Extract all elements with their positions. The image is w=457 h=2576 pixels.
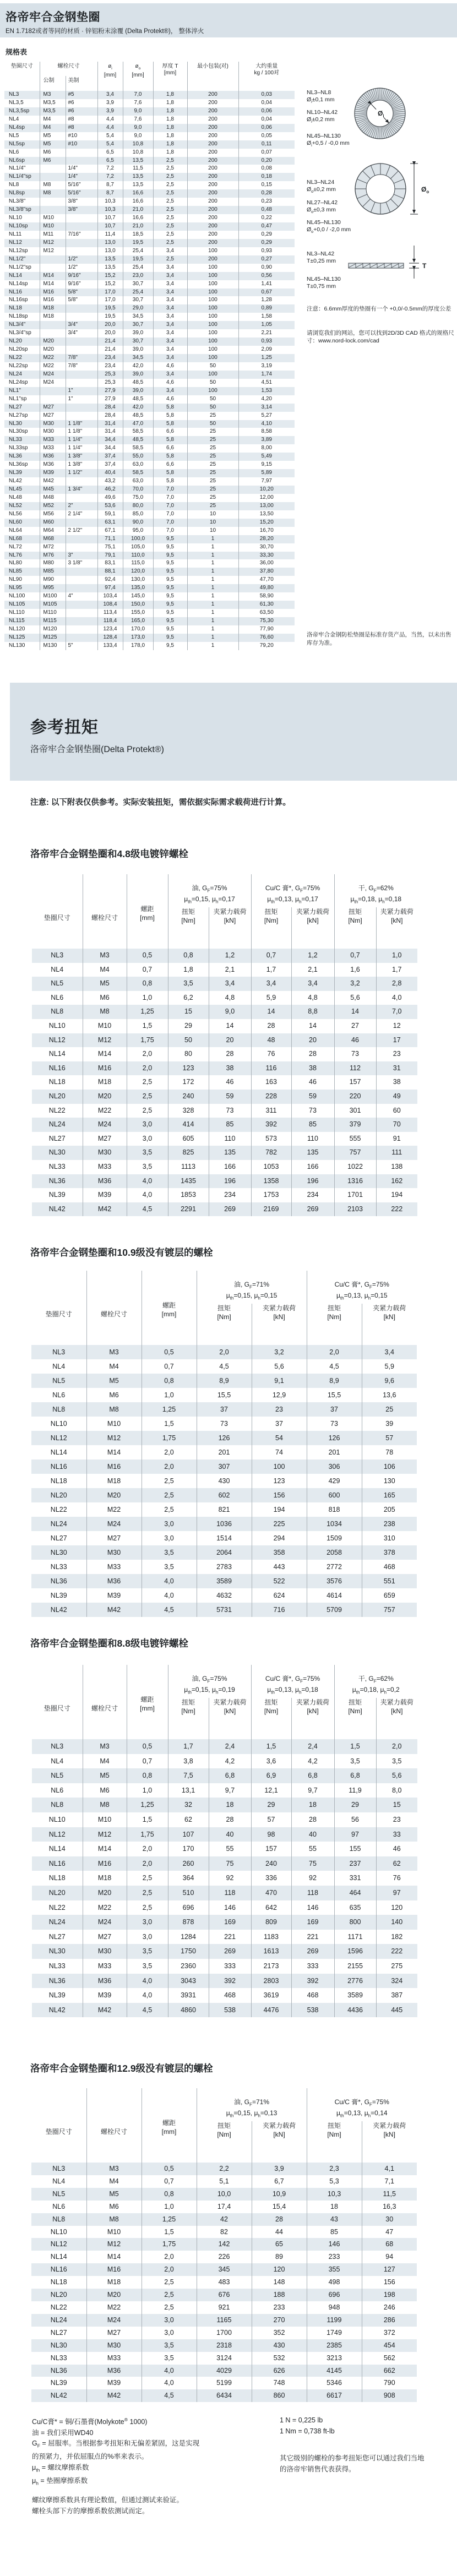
- spec-row: NL52 M52 2" 53,6 80,0 7,0 25 13,00: [4, 502, 295, 510]
- tolerance-inner-2: NL10–NL42 $Ø_i\pm 0,2$ mm: [307, 109, 338, 124]
- col-clamp-load-3: 夹紧力载荷 [kN]: [376, 1698, 417, 1739]
- spec-row: NL3/8"sp 3/8" 10,3 21,0 2,5 200 0,48: [4, 206, 295, 214]
- spec-row: NL24sp M24 25,3 48,5 4,6 50 4,51: [4, 379, 295, 387]
- col-thickness: 厚度 T [mm]: [153, 62, 187, 91]
- header-band: [0, 3, 457, 37]
- col-torque-2: 扭矩 [Nm]: [251, 907, 291, 949]
- torque-row: NL12 M12 1,75 126 54 126 57: [31, 1431, 417, 1445]
- tolerance-inner-1: NL3–NL8 $Ø_i\pm 0,1$ mm: [307, 89, 335, 105]
- col-torque-2: 扭矩 [Nm]: [251, 1698, 291, 1739]
- stock-note: 洛帝牢合金钢防松垫圈是标准存货产品，当然，以未出售库存为准。: [307, 631, 451, 646]
- tolerance-inner-3: NL45–NL130 $Ø_i+0,5 / -0,0$ mm: [307, 133, 350, 148]
- torque-row: NL6 M6 1,0 17,4 15,4 18 16,3: [31, 2201, 417, 2213]
- spec-row: NL5sp M5 #10 5,4 10,8 1,8 200 0,11: [4, 140, 295, 149]
- spec-row: NL95 M95 97,4 135,0 9,5 1 49,80: [4, 584, 295, 592]
- spec-row: NL33sp M33 1 1/4" 34,4 58,5 6,6 25 8,00: [4, 444, 295, 453]
- spec-row: NL33 M33 1 1/4" 34,4 48,5 5,8 25 3,89: [4, 436, 295, 444]
- group-header-3: 干, $G_F=62\%$ $\mu_{th}=0,18$, $\mu_h=0,18$: [334, 874, 417, 907]
- spec-table-header: [4, 62, 295, 91]
- group-header-3: 干, $G_F=62\%$ $\mu_{th}=0,18$, $\mu_h=0,2$: [334, 1665, 417, 1698]
- spec-row: NL27sp M27 28,4 48,5 5,8 25 5,27: [4, 412, 295, 420]
- torque-row: NL39 M39 4,0 4632 624 4614 659: [31, 1588, 417, 1603]
- spec-row: NL30sp M30 1 1/8" 31,4 58,5 6,6 25 8,58: [4, 428, 295, 436]
- torque-row: NL22 M22 2,5 328 73 311 73 301 60: [32, 1104, 417, 1118]
- torque-row: NL30 M30 3,5 1750 269 1613 269 1596 222: [32, 1944, 417, 1959]
- torque-row: NL33 M33 3,5 2360 333 2173 333 2155 275: [32, 1959, 417, 1974]
- col-torque-1: 扭矩 [Nm]: [197, 1304, 252, 1345]
- spec-row: NL115 M115 118,4 165,0 9,5 1 75,30: [4, 617, 295, 625]
- group-header-1: 油, $G_F=75\%$ $\mu_{th}=0,15$, $\mu_h=0,17$: [168, 874, 251, 907]
- spec-row: NL39 M39 1 1/2" 40,4 58,5 5,8 25 5,89: [4, 469, 295, 477]
- col-washer-size: 垫圈尺寸: [43, 1704, 70, 1712]
- col-outer-diameter: $ø_o$ [mm]: [123, 62, 153, 91]
- torque-table: [32, 874, 417, 1216]
- spec-row: NL76 M76 3" 79,1 110,0 9,5 1 33,30: [4, 552, 295, 560]
- group-header-1: 油, $G_F=75\%$ $\mu_{th}=0,15$, $\mu_h=0,19$: [168, 1665, 251, 1698]
- torque-row: NL36 M36 4,0 4029 626 4145 662: [31, 2365, 417, 2377]
- col-bolt-size: 螺栓尺寸: [40, 62, 97, 76]
- spec-row: NL36sp M36 1 3/8" 37,4 63,0 6,6 25 9,15: [4, 461, 295, 469]
- torque-row: NL33 M33 3,5 2783 443 2772 468: [31, 1560, 417, 1574]
- spec-row: NL11 M11 7/16" 11,4 18,5 2,5 200 0,29: [4, 231, 295, 239]
- spec-row: NL14 M14 9/16" 15,2 23,0 3,4 100 0,56: [4, 272, 295, 280]
- spec-row: NL1/2"sp 1/2" 13,5 25,4 3,4 100 0,90: [4, 264, 295, 272]
- spec-row: NL16sp M16 5/8" 17,0 30,7 3,4 100 1,28: [4, 296, 295, 304]
- torque-row: NL22 M22 2,5 696 146 642 146 635 120: [32, 1900, 417, 1915]
- torque-row: NL10 M10 1,5 82 44 85 47: [31, 2226, 417, 2239]
- torque-row: NL27 M27 3,0 1700 352 1749 372: [31, 2327, 417, 2339]
- torque-table-2-heading: 洛帝牢合金钢垫圈和10.9级没有镀层的螺栓: [30, 1247, 213, 1258]
- col-clamp-load-1: 夹紧力载荷 [kN]: [209, 1698, 251, 1739]
- col-clamp-load-2: 夹紧力载荷 [kN]: [291, 907, 334, 949]
- spec-row: NL1"sp 1" 27,9 48,5 4,6 50 4,20: [4, 395, 295, 404]
- torque-row: NL24 M24 3,0 414 85 392 85 379 70: [32, 1118, 417, 1132]
- torque-row: NL14 M14 2,0 170 55 157 55 155 46: [32, 1842, 417, 1856]
- spec-row: NL3 M3 #5 3,4 7,0 1,8 200 0,03: [4, 91, 295, 99]
- col-torque-2: 扭矩 [Nm]: [307, 1304, 362, 1345]
- torque-table-4-heading: 洛帝牢合金钢垫圈和12.9级没有镀层的螺栓: [30, 2063, 213, 2074]
- group-header-2: Cu/C 膏*, $G_F=75\%$ $\mu_{th}=0,13$, $\mu_h=0,14$: [307, 2088, 417, 2121]
- group-header-1: 油, $G_F=71\%$ $\mu_{th}=0,15$, $\mu_h=0,15$: [197, 1271, 307, 1304]
- page-subtitle: EN 1.7182或者等同的材质 · 锌铝粉末涂覆 (Delta Protekt®)， 整体淬火: [6, 28, 204, 35]
- torque-row: NL42 M42 4,5 2291 269 2169 269 2103 222: [32, 1202, 417, 1217]
- torque-row: NL20 M20 2,5 602 156 600 165: [31, 1488, 417, 1502]
- torque-row: NL24 M24 3,0 1036 225 1034 238: [31, 1517, 417, 1531]
- spec-table-heading: 规格表: [6, 48, 28, 56]
- torque-row: NL3 M3 0,5 2,0 3,2 2,0 3,4: [31, 1345, 417, 1359]
- col-bolt-size: 螺栓尺寸: [86, 2088, 142, 2163]
- spec-row: NL18sp M18 19,5 34,5 3,4 100 1,58: [4, 313, 295, 321]
- torque-row: NL18 M18 2,5 483 148 498 156: [31, 2276, 417, 2289]
- group-header-1: 油, $G_F=71\%$ $\mu_{th}=0,15$, $\mu_h=0,13$: [197, 2088, 307, 2121]
- spec-row: NL100 M100 4" 103,4 145,0 9,5 1 58,90: [4, 592, 295, 601]
- torque-row: NL4 M4 0,7 3,8 4,2 3,6 4,2 3,5 3,5: [32, 1754, 417, 1769]
- tolerance-outer-2: NL27–NL42 $Ø_o\pm 0,3$ mm: [307, 199, 338, 215]
- spec-row: NL27 M27 28,4 42,0 5,8 50 3,14: [4, 404, 295, 412]
- torque-table-1: [32, 874, 417, 1216]
- spec-row: NL22 M22 7/8" 23,4 34,5 3,4 100 1,25: [4, 354, 295, 362]
- spec-table-body: [4, 91, 295, 650]
- spec-row: NL80 M80 3 1/8" 83,1 115,0 9,5 1 36,00: [4, 559, 295, 568]
- spec-row: NL10 M10 10,7 16,6 2,5 200 0,22: [4, 214, 295, 222]
- spec-row: NL24 M24 25,3 39,0 3,4 100 1,74: [4, 371, 295, 379]
- spec-row: NL120 M120 123,4 170,0 9,5 1 77,90: [4, 625, 295, 634]
- torque-row: NL4 M4 0,7 1,8 2,1 1,7 2,1 1,6 1,7: [32, 963, 417, 977]
- torque-row: NL14 M14 2,0 80 28 76 28 73 23: [32, 1047, 417, 1061]
- torque-row: NL24 M24 3,0 1165 270 1199 286: [31, 2314, 417, 2327]
- torque-row: NL4 M4 0,7 5,1 6,7 5,3 7,1: [31, 2175, 417, 2188]
- page-title: 洛帝牢合金钢垫圈: [6, 11, 100, 24]
- torque-row: NL27 M27 3,0 1284 221 1183 221 1171 182: [32, 1930, 417, 1945]
- torque-row: NL39 M39 4,0 5199 748 5346 790: [31, 2377, 417, 2389]
- torque-row: NL22 M22 2,5 921 233 948 246: [31, 2301, 417, 2314]
- spec-row: NL42 M42 43,2 63,0 5,8 25 7,97: [4, 477, 295, 486]
- spec-row: NL45 M45 1 3/4" 46,2 70,0 7,0 25 10,20: [4, 486, 295, 494]
- torque-notice: 注意: 以下附表仅供参考。实际安装扭矩，需依据实际需求载荷进行计算。: [30, 798, 291, 807]
- spec-row: NL3/4" 3/4" 20,0 30,7 3,4 100 1,05: [4, 321, 295, 329]
- torque-row: NL16 M16 2,0 123 38 116 38 112 31: [32, 1061, 417, 1076]
- torque-row: NL10 M10 1,5 29 14 28 14 27 12: [32, 1019, 417, 1033]
- torque-table-2: [31, 1271, 417, 1617]
- torque-row: NL16 M16 2,0 345 120 355 127: [31, 2263, 417, 2276]
- torque-row: NL6 M6 1,0 13,1 9,7 12,1 9,7 11,9 8,0: [32, 1783, 417, 1798]
- torque-row: NL18 M18 2,5 364 92 336 92 331 76: [32, 1871, 417, 1886]
- torque-row: NL12 M12 1,75 142 65 146 68: [31, 2238, 417, 2251]
- spec-row: NL1" 1" 27,9 39,0 3,4 100 1,53: [4, 387, 295, 395]
- torque-row: NL5 M5 0,8 8,9 9,1 8,9 9,6: [31, 1374, 417, 1388]
- spec-row: NL5 M5 #10 5,4 9,0 1,8 200 0,05: [4, 132, 295, 140]
- col-bolt-size: 螺栓尺寸: [86, 1271, 142, 1345]
- torque-row: NL42 M42 4,5 5731 716 5709 757: [31, 1603, 417, 1617]
- torque-row: NL18 M18 2,5 172 46 163 46 157 38: [32, 1075, 417, 1090]
- spec-row: NL8sp M8 5/16" 8,7 16,6 2,5 200 0,28: [4, 189, 295, 198]
- tolerance-panel: [307, 62, 457, 629]
- group-header-2: Cu/C 膏*, $G_F=75\%$ $\mu_{th}=0,13$, $\mu_h=0,18$: [251, 1665, 334, 1698]
- torque-row: NL5 M5 0,8 7,5 6,8 6,9 6,8 6,8 5,6: [32, 1768, 417, 1783]
- tolerance-thickness-2: NL45–NL130 T±0,75 mm: [307, 276, 341, 290]
- spec-row: NL16 M16 5/8" 17,0 25,4 3,4 100 0,67: [4, 288, 295, 297]
- spec-row: NL1/4" 1/4" 7,2 11,5 2,5 200 0,08: [4, 165, 295, 173]
- svg-text:Øo: $Ø_o$: [421, 186, 429, 194]
- spec-row: NL4 M4 #8 4,4 7,6 1,8 200 0,04: [4, 116, 295, 124]
- torque-table-3-heading: 洛帝牢合金钢垫圈和8.8级电镀锌螺栓: [30, 1638, 188, 1649]
- spec-row: NL36 M36 1 3/8" 37,4 55,0 5,8 25 5,49: [4, 453, 295, 461]
- torque-subtitle: 洛帝牢合金钢垫圈(Delta Protekt®): [30, 745, 164, 754]
- spec-row: NL48 M48 49,6 75,0 7,0 25 12,00: [4, 494, 295, 502]
- torque-row: NL10 M10 1,5 62 28 57 28 56 23: [32, 1812, 417, 1827]
- torque-row: NL5 M5 0,8 3,5 3,4 3,4 3,4 3,2 2,8: [32, 977, 417, 991]
- torque-row: NL22 M22 2,5 821 194 818 205: [31, 1502, 417, 1517]
- torque-row: NL20 M20 2,5 240 59 228 59 220 49: [32, 1090, 417, 1104]
- torque-row: NL42 M42 4,5 4860 538 4476 538 4436 445: [32, 2003, 417, 2018]
- torque-title: 参考扭矩: [30, 718, 99, 737]
- spec-row: NL60 M60 63,1 90,0 7,0 10 15,20: [4, 519, 295, 527]
- spec-row: NL4sp M4 #8 4,4 9,0 1,8 200 0,06: [4, 124, 295, 132]
- col-bolt-size: 螺栓尺寸: [83, 874, 127, 949]
- col-pitch: 螺距 [mm]: [142, 2088, 197, 2163]
- torque-row: NL20 M20 2,5 676 188 696 198: [31, 2289, 417, 2301]
- spec-row: NL110 M110 113,4 155,0 9,5 1 63,50: [4, 609, 295, 617]
- col-torque-1: 扭矩 [Nm]: [168, 1698, 209, 1739]
- col-washer-size: 垫圈尺寸: [43, 913, 70, 922]
- col-clamp-load-3: 夹紧力载荷 [kN]: [376, 907, 417, 949]
- torque-row: NL12 M12 1,75 50 20 48 20 46 17: [32, 1033, 417, 1048]
- spec-row: NL85 M85 88,1 120,0 9,5 1 37,80: [4, 568, 295, 576]
- spec-row: NL3/4"sp 3/4" 20,0 39,0 3,4 100 2,21: [4, 329, 295, 337]
- col-torque-1: 扭矩 [Nm]: [168, 907, 209, 949]
- spec-table: [4, 62, 295, 650]
- spec-row: NL1/4"sp 1/4" 7,2 13,5 2,5 200 0,18: [4, 173, 295, 181]
- torque-row: NL8 M8 1,25 42 28 43 30: [31, 2213, 417, 2226]
- torque-row: NL8 M8 1,25 37 23 37 25: [31, 1402, 417, 1417]
- torque-row: NL14 M14 2,0 226 89 233 94: [31, 2251, 417, 2263]
- tolerance-outer-3: NL45–NL130 $Ø_o+0,0 / -2,0$ mm: [307, 219, 351, 235]
- spec-row: NL30 M30 1 1/8" 31,4 47,0 5,8 50 4,10: [4, 420, 295, 428]
- torque-row: NL12 M12 1,75 107 40 98 40 97 33: [32, 1827, 417, 1842]
- col-us: 美制: [66, 76, 97, 91]
- spec-row: NL6sp M6 6,5 13,5 2,5 200 0,20: [4, 157, 295, 165]
- col-torque-2: 扭矩 [Nm]: [307, 2121, 362, 2163]
- group-header-2: Cu/C 膏*, $G_F=75\%$ $\mu_{th}=0,13$, $\mu_h=0,15$: [307, 1271, 417, 1304]
- spec-row: NL12 M12 13,0 19,5 2,5 200 0,29: [4, 239, 295, 247]
- torque-row: NL36 M36 4,0 1435 196 1358 196 1316 162: [32, 1174, 417, 1189]
- spec-row: NL18 M18 19,5 29,0 3,4 100 0,89: [4, 304, 295, 313]
- torque-row: NL8 M8 1,25 32 18 29 18 29 15: [32, 1798, 417, 1812]
- tolerance-thickness-1: NL3–NL42 T±0,25 mm: [307, 250, 336, 264]
- cad-note: 请浏览我们的网站，您可以找到2D/3D CAD 格式的规格尺寸：www.nord-lock.com/cad: [307, 330, 454, 344]
- spec-row: NL3,5 M3,5 #6 3,9 7,6 1,8 200 0,04: [4, 99, 295, 107]
- torque-row: NL36 M36 4,0 3043 392 2803 392 2776 324: [32, 1974, 417, 1989]
- torque-row: NL6 M6 1,0 15,5 12,9 15,5 13,6: [31, 1388, 417, 1402]
- spec-row: NL90 M90 92,4 130,0 9,5 1 47,70: [4, 576, 295, 584]
- svg-text:Øi: $Ø_i$: [378, 110, 384, 118]
- tolerance-outer-1: NL3–NL24 $Ø_o\pm 0,2$ mm: [307, 179, 336, 194]
- torque-row: NL14 M14 2,0 201 74 201 78: [31, 1445, 417, 1459]
- col-washer-size: 垫圈尺寸: [10, 63, 33, 69]
- torque-row: NL3 M3 0,5 2,2 3,9 2,3 4,1: [31, 2163, 417, 2175]
- footer-definitions: Cu/C膏* = 铜/石墨膏(Molykote® 1000) 油 = 我们采用WD40 $G_F$ = 屈服率。当根据参考扭矩和无偏差紧固，这是实现 的预紧力，并依屈服点的%率来表示。 $\mu_{th}$ = 螺纹摩擦系数 $\mu_h$ = 垫圈摩擦系数: [32, 2417, 200, 2486]
- washer-thickness-diagram-icon: [346, 243, 440, 280]
- group-header-2: Cu/C 膏*, $G_F=75\%$ $\mu_{th}=0,13$, $\mu_h=0,17$: [251, 874, 334, 907]
- torque-row: NL18 M18 2,5 430 123 429 130: [31, 1474, 417, 1488]
- col-clamp-load-2: 夹紧力载荷 [kN]: [362, 2121, 417, 2163]
- col-clamp-load-1: 夹紧力载荷 [kN]: [209, 907, 251, 949]
- col-pitch: 螺距 [mm]: [127, 874, 168, 949]
- col-weight: 大约重量 kg / 100对: [238, 62, 295, 91]
- torque-row: NL10 M10 1,5 73 37 73 39: [31, 1417, 417, 1431]
- torque-table: [31, 2088, 417, 2402]
- col-torque-3: 扭矩 [Nm]: [334, 1698, 376, 1739]
- torque-table-3: [32, 1665, 417, 2017]
- col-bolt-size: 螺栓尺寸: [83, 1665, 127, 1739]
- col-washer-size: 垫圈尺寸: [45, 2127, 72, 2136]
- torque-table: [31, 1271, 417, 1617]
- col-washer-size: 垫圈尺寸: [45, 1310, 72, 1318]
- footer-unit-conversions: 1 N = 0,225 lb 1 Nm = 0,738 ft-lb: [280, 2416, 335, 2435]
- torque-row: NL30 M30 3,5 2064 358 2058 378: [31, 1545, 417, 1560]
- torque-row: NL30 M30 3,5 2318 430 2385 454: [31, 2339, 417, 2352]
- spec-row: NL20 M20 21,4 30,7 3,4 100 0,93: [4, 337, 295, 346]
- col-clamp-load-1: 夹紧力载荷 [kN]: [252, 2121, 307, 2163]
- col-torque-3: 扭矩 [Nm]: [334, 907, 376, 949]
- torque-row: NL6 M6 1,0 6,2 4,8 5,9 4,8 5,6 4,0: [32, 991, 417, 1005]
- torque-row: NL16 M16 2,0 307 100 306 106: [31, 1459, 417, 1474]
- svg-text:T: T: [422, 262, 427, 270]
- torque-row: NL30 M30 3,5 825 135 782 135 757 111: [32, 1146, 417, 1160]
- spec-row: NL1/2" 1/2" 13,5 19,5 2,5 200 0,27: [4, 255, 295, 264]
- spec-row: NL3/8" 3/8" 10,3 16,6 2,5 200 0,23: [4, 198, 295, 206]
- torque-table-1-heading: 洛帝牢合金钢垫圈和4.8级电镀锌螺栓: [30, 848, 188, 859]
- torque-row: NL8 M8 1,25 15 9,0 14 8,8 14 7,0: [32, 1005, 417, 1019]
- spec-row: NL72 M72 75,1 105,0 9,5 1 30,70: [4, 543, 295, 552]
- torque-row: NL3 M3 0,5 0,8 1,2 0,7 1,2 0,7 1,0: [32, 949, 417, 963]
- spec-row: NL64 M64 2 1/2" 67,1 95,0 7,0 10 16,70: [4, 527, 295, 535]
- spec-row: NL14sp M14 9/16" 15,2 30,7 3,4 100 1,41: [4, 280, 295, 288]
- footer-friction-note: 螺纹摩擦系数具有理论数值，但通过测试来验证。 螺栓头部下方的摩擦系数依测试而定。: [32, 2496, 184, 2515]
- spec-row: NL10sp M10 10,7 21,0 2,5 200 0,47: [4, 222, 295, 231]
- torque-row: NL33 M33 3,5 1113 166 1053 166 1022 138: [32, 1160, 417, 1174]
- col-pitch: 螺距 [mm]: [127, 1665, 168, 1739]
- spec-row: NL20sp M20 21,4 39,0 3,4 100 2,09: [4, 346, 295, 354]
- torque-row: NL39 M39 4,0 3931 468 3619 468 3589 387: [32, 1988, 417, 2003]
- spec-row: NL68 M68 71,1 100,0 9,5 1 28,20: [4, 535, 295, 543]
- spec-row: NL22sp M22 7/8" 23,4 42,0 4,6 50 3,19: [4, 362, 295, 371]
- spec-row: NL6 M6 6,5 10,8 1,8 200 0,07: [4, 149, 295, 157]
- col-metric: 公制: [40, 76, 66, 91]
- torque-row: NL5 M5 0,8 10,0 10,9 10,3 11,5: [31, 2188, 417, 2201]
- torque-section-header: [10, 683, 457, 781]
- col-clamp-load-1: 夹紧力载荷 [kN]: [252, 1304, 307, 1345]
- washer-inner-diameter-diagram-icon: [346, 82, 416, 146]
- torque-row: NL42 M42 4,5 6434 860 6617 908: [31, 2389, 417, 2402]
- spec-row: NL125 M125 128,4 173,0 9,5 1 76,60: [4, 634, 295, 642]
- torque-row: NL20 M20 2,5 510 118 470 118 464 97: [32, 1886, 417, 1900]
- spec-row: NL8 M8 5/16" 8,7 13,5 2,5 200 0,15: [4, 181, 295, 189]
- torque-row: NL39 M39 4,0 1853 234 1753 234 1701 194: [32, 1188, 417, 1202]
- spec-row: NL56 M56 2 1/4" 59,1 85,0 7,0 10 13,50: [4, 510, 295, 519]
- col-min-pack: 最小包装(对): [187, 62, 238, 91]
- washer-outer-diameter-diagram-icon: [346, 157, 440, 221]
- torque-row: NL4 M4 0,7 4,5 5,6 4,5 5,9: [31, 1359, 417, 1374]
- spec-row: NL105 M105 108,4 150,0 9,5 1 61,30: [4, 601, 295, 609]
- col-pitch: 螺距 [mm]: [142, 1271, 197, 1345]
- torque-table: [32, 1665, 417, 2017]
- torque-table-4: [31, 2088, 417, 2402]
- spec-row: NL3,5sp M3,5 #6 3,9 9,0 1,8 200 0,06: [4, 107, 295, 116]
- torque-row: NL36 M36 4,0 3589 522 3576 551: [31, 1574, 417, 1588]
- thickness-tolerance-note: 注意：6.6mm厚度的垫圈有一个 +0,0/-0.5mm的厚度公差: [307, 306, 451, 312]
- torque-row: NL16 M16 2,0 260 75 240 75 237 62: [32, 1856, 417, 1871]
- torque-row: NL27 M27 3,0 605 110 573 110 555 91: [32, 1132, 417, 1146]
- col-clamp-load-2: 夹紧力载荷 [kN]: [362, 1304, 417, 1345]
- col-clamp-load-2: 夹紧力载荷 [kN]: [291, 1698, 334, 1739]
- torque-row: NL3 M3 0,5 1,7 2,4 1,5 2,4 1,5 2,0: [32, 1739, 417, 1754]
- spec-row: NL130 M130 5" 133,4 178,0 9,5 1 79,20: [4, 642, 295, 650]
- torque-row: NL33 M33 3,5 3124 532 3213 562: [31, 2352, 417, 2365]
- footer-other-grades-note: 其它级别的螺栓的参考扭矩您可以通过我们当地 的洛帝牢销售代表获得。: [280, 2454, 425, 2473]
- spec-row: NL12sp M12 13,0 25,4 3,4 100 0,93: [4, 247, 295, 255]
- col-inner-diameter: $ø_i$ [mm]: [97, 62, 123, 91]
- torque-row: NL27 M27 3,0 1514 294 1509 310: [31, 1531, 417, 1545]
- torque-row: NL24 M24 3,0 878 169 809 169 800 140: [32, 1915, 417, 1930]
- col-torque-1: 扭矩 [Nm]: [197, 2121, 252, 2163]
